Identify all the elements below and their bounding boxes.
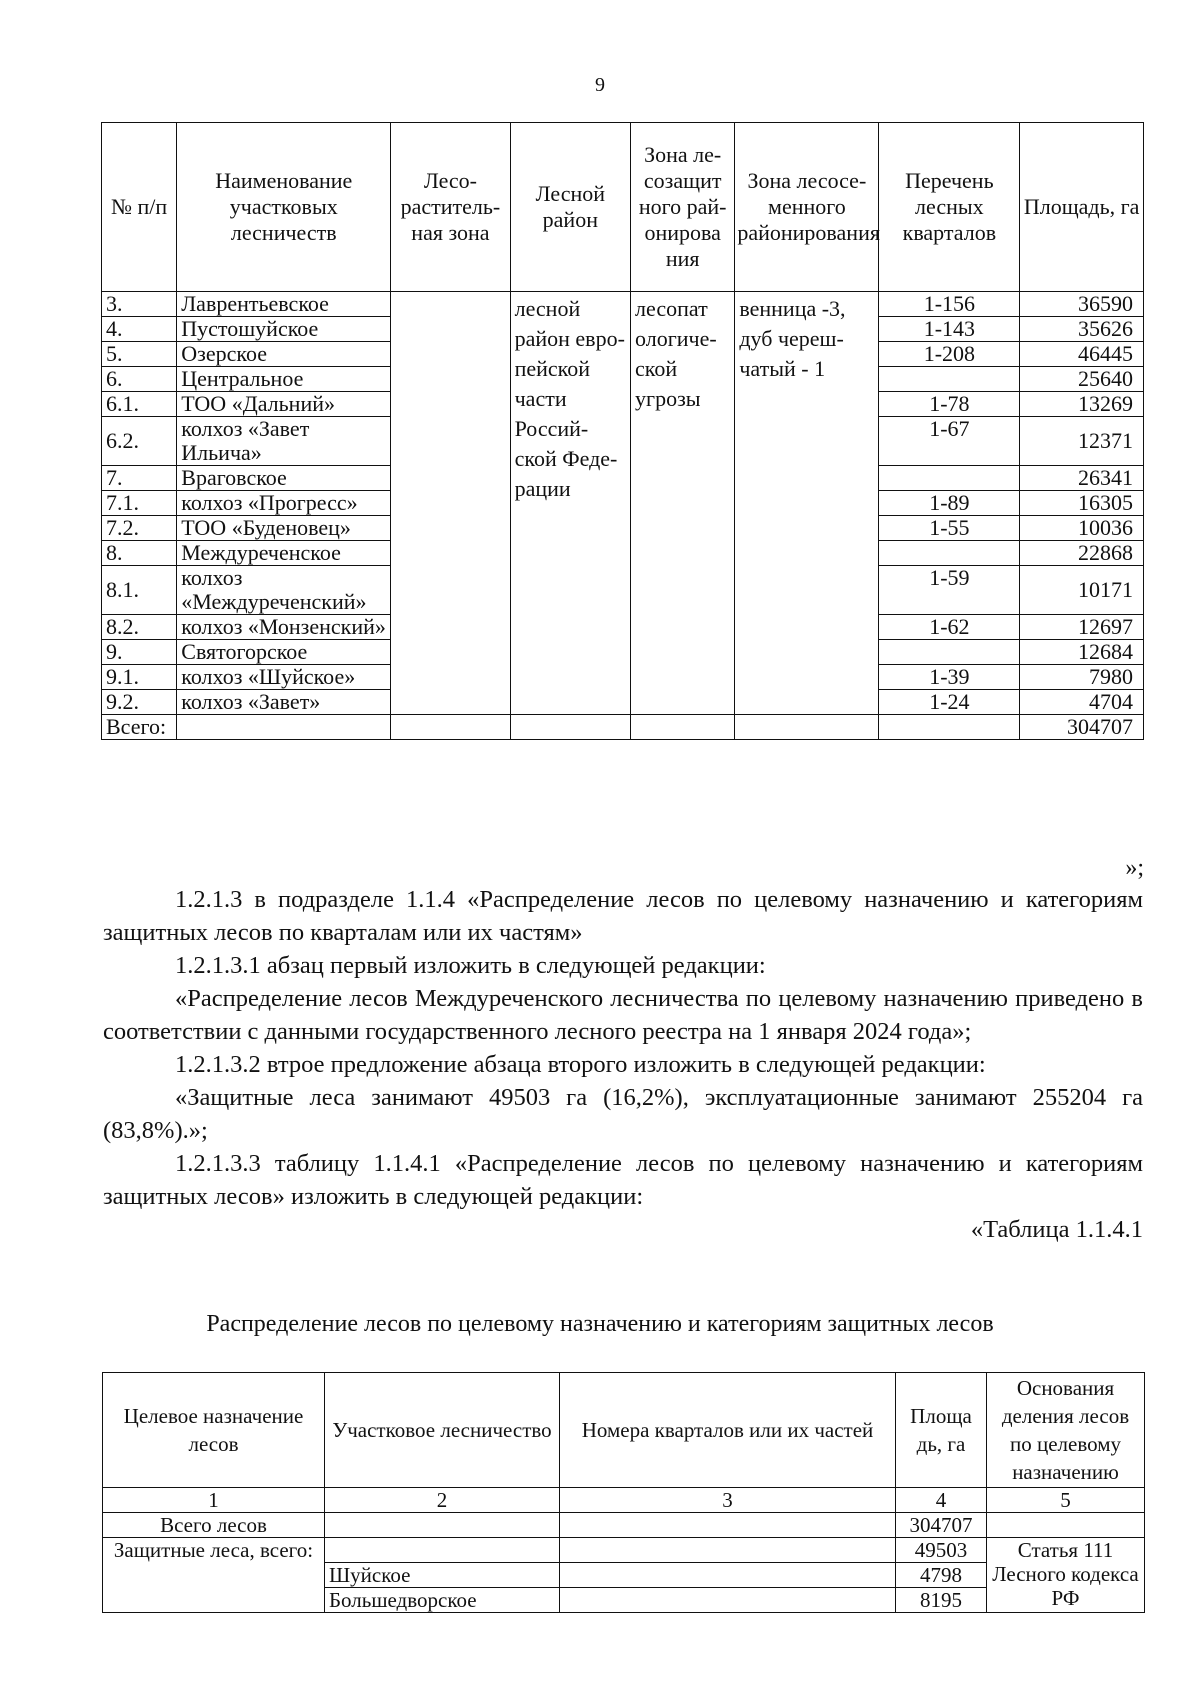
row-area: 25640 bbox=[1020, 367, 1144, 392]
row-name: Пустошуйское bbox=[177, 317, 391, 342]
header-quarters: Перечень лесных кварталов bbox=[879, 123, 1020, 292]
row-area: 13269 bbox=[1020, 392, 1144, 417]
col-number: 1 bbox=[103, 1488, 325, 1513]
row-num: 6.2. bbox=[102, 417, 177, 466]
header-forest-region: Лесной район bbox=[510, 123, 630, 292]
row-name: колхоз «Шуйское» bbox=[177, 665, 391, 690]
paragraph: 1.2.1.3.1 абзац первый изложить в следующей редакции: bbox=[175, 952, 766, 979]
seed-zone-cell: венница -3, дуб череш-чатый - 1 bbox=[735, 292, 879, 715]
row-num: 8. bbox=[102, 541, 177, 566]
col-number: 4 bbox=[896, 1488, 987, 1513]
row-area: 12371 bbox=[1020, 417, 1144, 466]
row-quarters: 1-62 bbox=[879, 615, 1020, 640]
row-num: 9.1. bbox=[102, 665, 177, 690]
header-area: Площа дь, га bbox=[896, 1373, 987, 1488]
total-row bbox=[102, 715, 1144, 740]
column-number-row bbox=[103, 1488, 1145, 1513]
protective-forests-label: Защитные леса, всего: bbox=[103, 1538, 325, 1613]
protect-zone-cell: лесопат ологиче-ской угрозы bbox=[631, 292, 735, 715]
row-quarters bbox=[879, 640, 1020, 665]
district-name: Большедворское bbox=[325, 1588, 560, 1613]
row-num: 8.2. bbox=[102, 615, 177, 640]
table-header-row bbox=[103, 1373, 1145, 1488]
district-area: 4798 bbox=[896, 1563, 987, 1588]
forest-purpose-table bbox=[102, 1372, 1145, 1613]
row-quarters bbox=[879, 541, 1020, 566]
row-quarters: 1-67 bbox=[879, 417, 1020, 466]
row-area: 12697 bbox=[1020, 615, 1144, 640]
total-forests-area: 304707 bbox=[896, 1513, 987, 1538]
table-row bbox=[103, 1513, 1145, 1538]
col-number: 2 bbox=[325, 1488, 560, 1513]
row-area: 4704 bbox=[1020, 690, 1144, 715]
row-num: 4. bbox=[102, 317, 177, 342]
row-quarters: 1-208 bbox=[879, 342, 1020, 367]
table2-title: Распределение лесов по целевому назначению и категориям защитных лесов bbox=[206, 1311, 994, 1337]
paragraph: 1.2.1.3.2 втрое предложение абзаца второго изложить в следующей редакции: bbox=[175, 1051, 986, 1078]
total-area: 304707 bbox=[1020, 715, 1144, 740]
row-quarters: 1-24 bbox=[879, 690, 1020, 715]
row-num: 7.2. bbox=[102, 516, 177, 541]
paragraph: 1.2.1.3 в подразделе 1.1.4 «Распределение лесов по целевому назначению и категориям защитных лесов по кварталам или их частям» bbox=[103, 886, 1143, 946]
header-name: Наименование участковых лесничеств bbox=[177, 123, 391, 292]
row-num: 9. bbox=[102, 640, 177, 665]
row-name: Озерское bbox=[177, 342, 391, 367]
row-name: ТОО «Буденовец» bbox=[177, 516, 391, 541]
row-area: 10036 bbox=[1020, 516, 1144, 541]
row-num: 9.2. bbox=[102, 690, 177, 715]
col-number: 3 bbox=[560, 1488, 896, 1513]
row-name: колхоз «Прогресс» bbox=[177, 491, 391, 516]
row-name: Лаврентьевское bbox=[177, 292, 391, 317]
paragraph: 1.2.1.3.3 таблицу 1.1.4.1 «Распределение лесов по целевому назначению и категориям защитных лесов» изложить в следующей редакции: bbox=[103, 1150, 1143, 1210]
forest-zone-cell bbox=[391, 292, 510, 715]
forestry-districts-table bbox=[101, 122, 1144, 740]
row-name: колхоз «Междуреченский» bbox=[177, 566, 391, 615]
paragraph: «Защитные леса занимают 49503 га (16,2%), эксплуатационные занимают 255204 га (83,8%).»; bbox=[103, 1084, 1143, 1144]
row-num: 5. bbox=[102, 342, 177, 367]
row-num: 7.1. bbox=[102, 491, 177, 516]
row-area: 12684 bbox=[1020, 640, 1144, 665]
row-num: 7. bbox=[102, 466, 177, 491]
row-quarters bbox=[879, 466, 1020, 491]
row-area: 36590 bbox=[1020, 292, 1144, 317]
row-area: 16305 bbox=[1020, 491, 1144, 516]
paragraph: «Распределение лесов Междуреченского лесничества по целевому назначению приведено в соответствии с данными государственного лесного реестра на 1 января 2024 года»; bbox=[103, 985, 1143, 1045]
district-area: 8195 bbox=[896, 1588, 987, 1613]
row-name: Святогорское bbox=[177, 640, 391, 665]
col-number: 5 bbox=[987, 1488, 1145, 1513]
header-forest-zone: Лесо-раститель-ная зона bbox=[391, 123, 510, 292]
table-row bbox=[103, 1538, 1145, 1563]
row-num: 8.1. bbox=[102, 566, 177, 615]
row-quarters: 1-143 bbox=[879, 317, 1020, 342]
row-quarters: 1-59 bbox=[879, 566, 1020, 615]
header-area: Площадь, га bbox=[1020, 123, 1144, 292]
header-quarters: Номера кварталов или их частей bbox=[560, 1373, 896, 1488]
row-area: 10171 bbox=[1020, 566, 1144, 615]
row-area: 7980 bbox=[1020, 665, 1144, 690]
row-quarters: 1-156 bbox=[879, 292, 1020, 317]
header-district: Участковое лесничество bbox=[325, 1373, 560, 1488]
row-name: колхоз «Завет Ильича» bbox=[177, 417, 391, 466]
table-reference: «Таблица 1.1.4.1 bbox=[970, 1216, 1143, 1243]
header-protect-zone: Зона ле-созащит ного рай-онирова ния bbox=[631, 123, 735, 292]
row-num: 3. bbox=[102, 292, 177, 317]
row-name: колхоз «Монзенский» bbox=[177, 615, 391, 640]
row-name: Враговское bbox=[177, 466, 391, 491]
legal-basis: Статья 111 Лесного кодекса РФ bbox=[987, 1538, 1145, 1613]
table-header-row bbox=[102, 123, 1144, 292]
total-forests-label: Всего лесов bbox=[103, 1513, 325, 1538]
row-area: 35626 bbox=[1020, 317, 1144, 342]
closing-quote: »; bbox=[1125, 855, 1144, 881]
row-quarters: 1-39 bbox=[879, 665, 1020, 690]
row-quarters: 1-55 bbox=[879, 516, 1020, 541]
row-area: 26341 bbox=[1020, 466, 1144, 491]
row-name: Центральное bbox=[177, 367, 391, 392]
total-label: Всего: bbox=[102, 715, 177, 740]
row-name: колхоз «Завет» bbox=[177, 690, 391, 715]
row-name: ТОО «Дальний» bbox=[177, 392, 391, 417]
page-number: 9 bbox=[595, 74, 605, 96]
row-area: 22868 bbox=[1020, 541, 1144, 566]
row-quarters: 1-89 bbox=[879, 491, 1020, 516]
row-name: Междуреченское bbox=[177, 541, 391, 566]
amendment-text bbox=[103, 883, 1143, 1246]
row-quarters bbox=[879, 367, 1020, 392]
header-basis: Основания деления лесов по целевому назначению bbox=[987, 1373, 1145, 1488]
forest-region-cell: лесной район евро-пейской части Россий-ской Феде-рации bbox=[510, 292, 630, 715]
protective-area: 49503 bbox=[896, 1538, 987, 1563]
table-row bbox=[102, 292, 1144, 317]
row-num: 6.1. bbox=[102, 392, 177, 417]
row-quarters: 1-78 bbox=[879, 392, 1020, 417]
header-purpose: Целевое назначение лесов bbox=[103, 1373, 325, 1488]
header-num: № п/п bbox=[102, 123, 177, 292]
row-num: 6. bbox=[102, 367, 177, 392]
district-name: Шуйское bbox=[325, 1563, 560, 1588]
row-area: 46445 bbox=[1020, 342, 1144, 367]
header-seed-zone: Зона лесосе-менного районирования bbox=[735, 123, 879, 292]
